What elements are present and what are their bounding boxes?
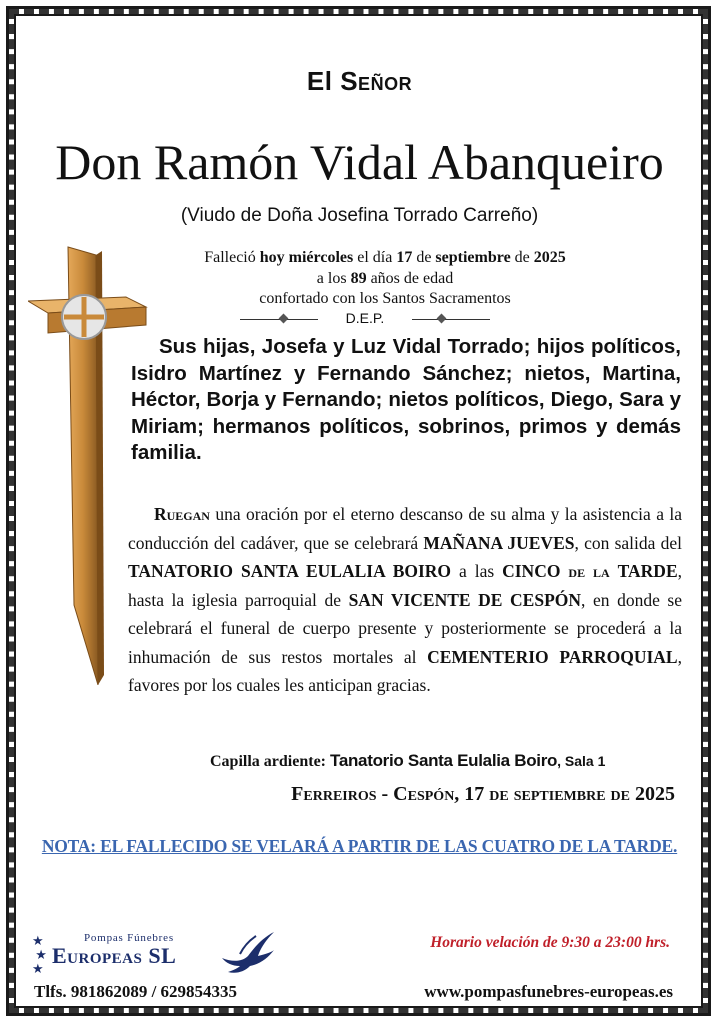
chapel-line: Capilla ardiente: Tanatorio Santa Eulalia Boiro, Sala 1 (210, 751, 606, 770)
website: www.pompasfunebres-europeas.es (424, 982, 673, 1001)
widow-note: (Viudo de Doña Josefina Torrado Carreño) (180, 205, 539, 226)
family-paragraph: Sus hijas, Josefa y Luz Vidal Torrado; hijos políticos, Isidro Martínez y Fernando Sánchez; nietos, Martina, Héctor, Borja y Fernando; nietos políticos, Diego, Sara y Miriam; hermanos políticos, sobrinos, primos y demás familia. (131, 335, 681, 464)
dep-text: D.E.P. (345, 310, 385, 326)
dove-icon (216, 928, 276, 978)
age-line: a los 89 años de edad (316, 270, 454, 287)
viewing-hours: Horario velación de 9:30 a 23:00 hrs. (430, 934, 670, 951)
stars-icon: ★ ★ ★ (32, 933, 47, 976)
logo-tagline: Pompas Fúnebres (84, 932, 174, 944)
logo-brand: Europeas SL (52, 943, 177, 968)
death-date-line: Falleció hoy miércoles el día 17 de septiembre de 2025 (204, 249, 566, 266)
phone-numbers: Tlfs. 981862089 / 629854335 (34, 982, 238, 1001)
ruegan-paragraph: Ruegan una oración por el eterno descanso de su alma y la asistencia a la conducción del cadáver, que se celebrará MAÑANA JUEVES, con salida del TANATORIO SANTA EULALIA BOIRO a las CINCO de la TARDE, hasta la iglesia parroquial de SAN VICENTE DE CESPÓN, en donde se celebrará el funeral de cuerpo presente y posteriormente se procederá a la inhumación de sus restos mortales al CEMENTERIO PARROQUIAL, favores por los cuales les anticipan gracias. (128, 504, 682, 695)
honorific-el: El (306, 66, 333, 96)
viewing-note: NOTA: EL FALLECIDO SE VELARÁ A PARTIR DE LAS CUATRO DE LA TARDE. (41, 836, 678, 856)
honorific (0, 66, 719, 97)
deceased-name: Don Ramón Vidal Abanqueiro (55, 134, 664, 190)
honorific-senor: Señor (340, 66, 413, 96)
dep-divider (240, 309, 490, 331)
sacraments-line: confortado con los Santos Sacramentos (259, 290, 511, 307)
place-date: Ferreiros - Cespón, 17 de septiembre de 2025 (291, 783, 675, 805)
